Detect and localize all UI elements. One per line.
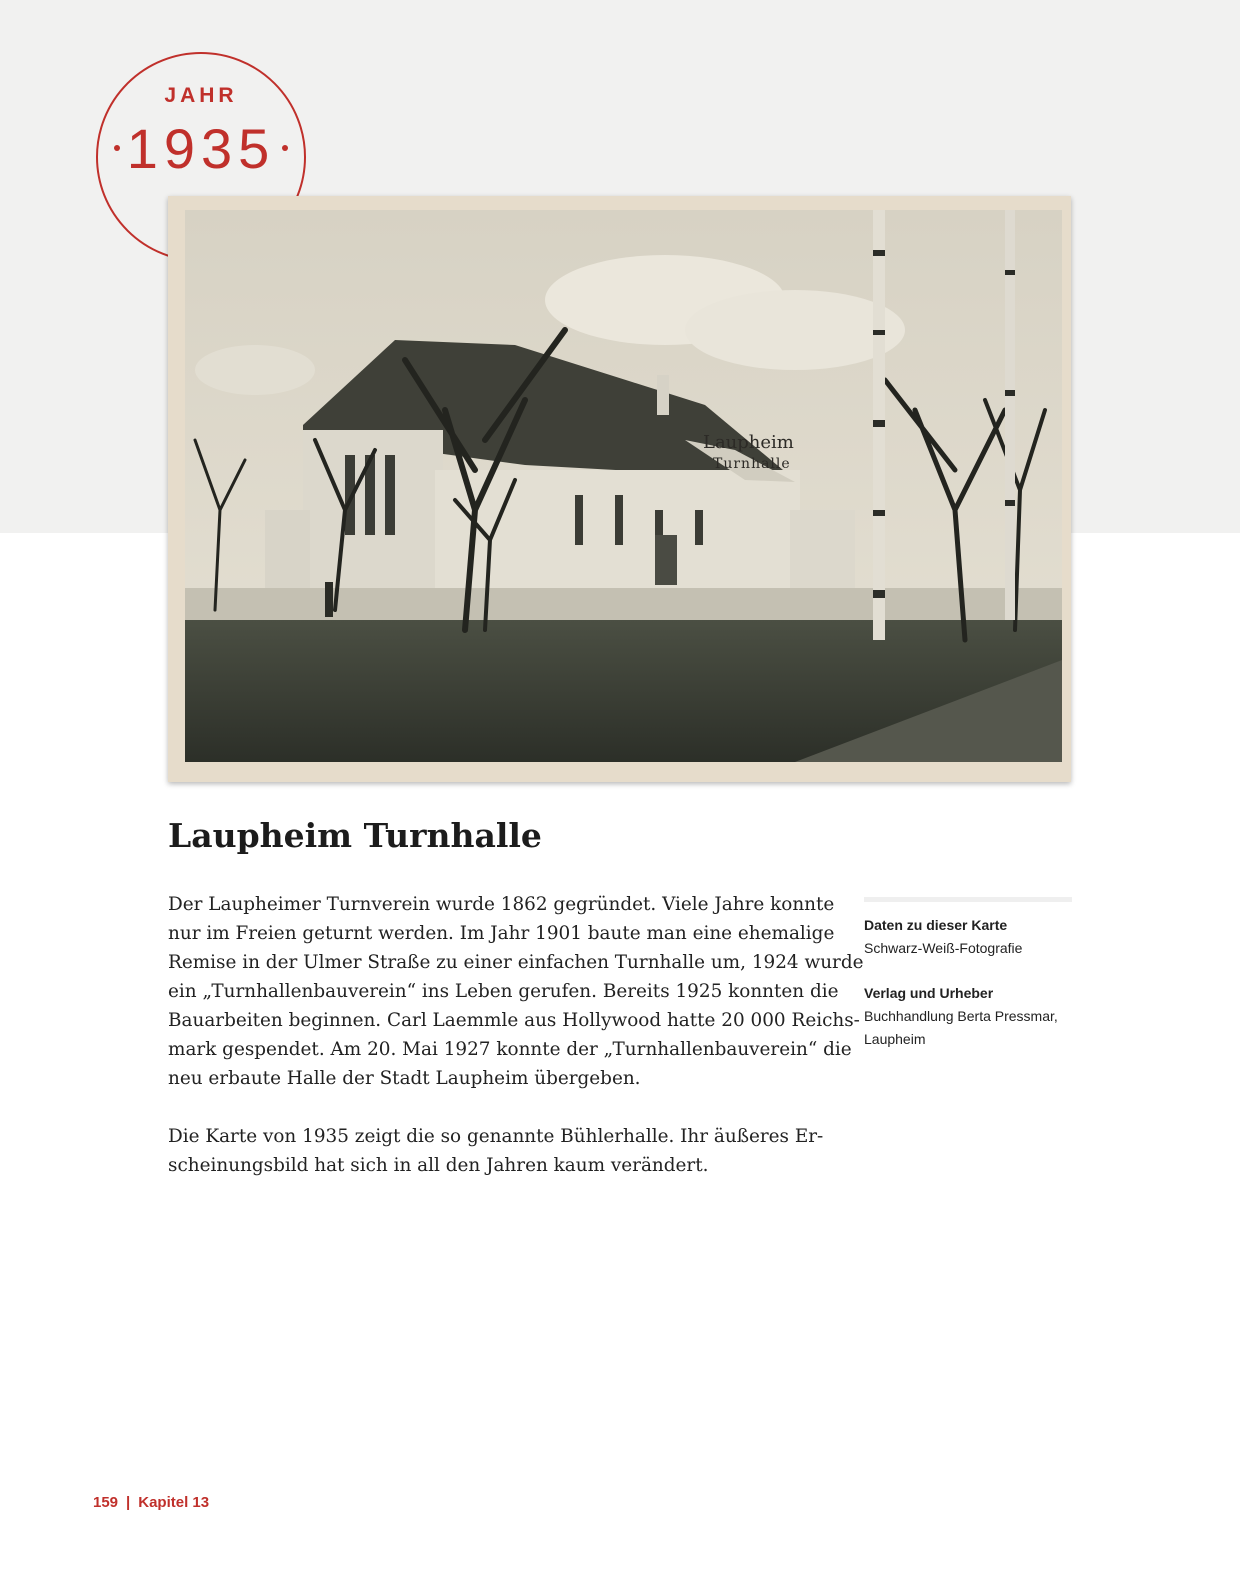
- publisher-value-line: Laupheim: [864, 1031, 926, 1047]
- body-line: nur im Freien geturnt werden. Im Jahr 1901 baute man eine ehemalige: [168, 923, 835, 944]
- stamp-label: JAHR: [164, 84, 238, 107]
- footer-separator: |: [126, 1494, 131, 1511]
- article-body: [168, 890, 864, 1180]
- page-footer: [93, 1494, 209, 1511]
- postcard-caption-title: Laupheim: [703, 432, 794, 453]
- data-value: Schwarz-Weiß-Fotografie: [864, 940, 1023, 956]
- body-line: ein „Turnhallenbauverein“ ins Leben gerufen. Bereits 1925 konnten die: [168, 981, 839, 1002]
- body-line: scheinungsbild hat sich in all den Jahren kaum verändert.: [168, 1155, 709, 1176]
- publisher-heading: Verlag und Urheber: [864, 985, 994, 1001]
- stamp-year: 1935: [126, 117, 276, 180]
- chapter-label: Kapitel 13: [138, 1494, 210, 1511]
- body-line: Remise in der Ulmer Straße zu einer einfachen Turnhalle um, 1924 wurde: [168, 952, 864, 973]
- card-info-sidebar: [864, 897, 1072, 1051]
- article-title: Laupheim Turnhalle: [168, 816, 542, 855]
- page-number: 159: [93, 1494, 119, 1511]
- body-line: Der Laupheimer Turnverein wurde 1862 gegründet. Viele Jahre konnte: [168, 894, 835, 915]
- publisher-value-line: Buchhandlung Berta Pressmar,: [864, 1008, 1058, 1024]
- body-line: Bauarbeiten beginnen. Carl Laemmle aus Hollywood hatte 20 000 Reichs-: [168, 1010, 860, 1031]
- postcard-photo: [168, 196, 1071, 782]
- paragraph-gap: [168, 1093, 808, 1122]
- body-line: neu erbaute Halle der Stadt Laupheim übergeben.: [168, 1068, 641, 1089]
- postcard-image: [185, 210, 1062, 762]
- sidebar-gap: [864, 960, 1072, 982]
- body-line: mark gespendet. Am 20. Mai 1927 konnte der „Turnhallenbauverein“ die: [168, 1039, 852, 1060]
- body-line: Die Karte von 1935 zeigt die so genannte Bühlerhalle. Ihr äußeres Er-: [168, 1126, 824, 1147]
- postcard-caption-subtitle: Turnhalle: [713, 456, 791, 472]
- stamp-dot-right: [282, 145, 288, 151]
- data-heading: Daten zu dieser Karte: [864, 917, 1008, 933]
